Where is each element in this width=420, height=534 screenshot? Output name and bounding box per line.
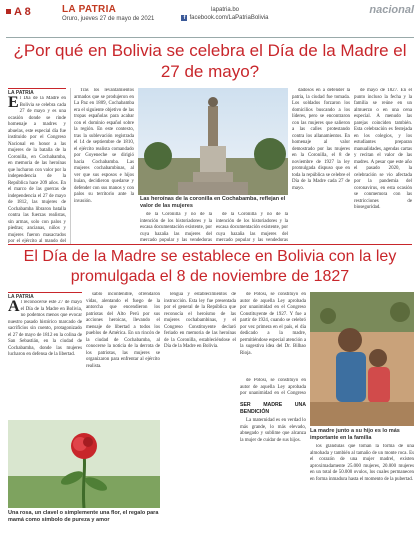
article1-headline: ¿Por qué en Bolivia se celebra el Día de la Madre el 27 de mayo?	[13, 41, 407, 81]
heroinas-monument-photo	[138, 88, 288, 195]
flower-rose-photo	[8, 420, 160, 508]
article1-photo-caption: Las heroínas de la coronilla en Cochabamba, reflejan el valor de las mujeres	[140, 196, 286, 209]
article2-photo2-caption: La madre junto a su hijo es lo más importante en la familia	[310, 428, 400, 441]
mother-child-photo	[310, 292, 414, 426]
rose-illustration	[8, 420, 160, 508]
article2-column-4: de Potosí, se constituyó en autor de aquella Ley aprobada por unanimidad en el Congreso Constituyente de 1927. Y fue a partir de 1924, cuando se celebró por vez primera en el país, el día dedicado a la madre, permitiéndose especial atención a la sugestiva idea del Dr. Bilbao Rioja.	[240, 292, 306, 356]
article1-column-3b: de la Coronilla y no de la intención de los historiadores y la escasa documentación existente, por cuya hazaña las mujeres del mercado popular y las vendedoras	[216, 212, 288, 243]
mother-child-illustration	[310, 292, 414, 426]
masthead	[6, 4, 414, 38]
article2-column-5: los glándulas que toman la forma de una almohada y también al tamaño de un monte roca. Es el corazón de una mujer madrel, existen aproximadamente 25.000 mujeres, 20.000 mujeres en un total de 50.000 ovulos, los cuales permanecen en forma inmadura hasta el momento de la pubertad.	[310, 444, 414, 482]
article1-column-1: El Día de la Madre en Bolivia se celebra cada 27 de mayo y es una ocasión donde se rinde homenaje a madres y abuelas, este especial día fue instituido por el Congreso Nacional en honor a las mujeres de la batalla de la Coronilla, en Cochabamba, en memoria de las heroínas que lucharon con valor por la independencia de la República hace 209 años. En el marco de las guerras de independencia el 27 de mayo de 1812, las mujeres de Cochabamba libraron batalla contra las fuerzas realistas, sin armas, solo con palos y piedras; ancianas, niños y mujeres fueron masacrados por el ejército al mando del	[8, 96, 66, 244]
article2-column-3: lengua y establecimientos de instrucción. Esta ley fue presentada por el general de la República que reconocía el heroísmo de las mujeres cochabambinas, y el Congreso Constituyente declaró feriado en memoria de las heroínas de la Coronilla, estableciéndose el Día de la Madre en Bolivia.	[164, 292, 236, 349]
article2-column-2: sablo incontenible, ofrendaron vidas, alentando el fuego de la antorcha que encendieron los patriotas del Alto Perú por sus acciones heroicas, llevando el mensaje de libertad a todos los pueblos de América. En un rincón de la ciudad de Cochabamba, al conocerse la noticia de la derrota de los patriotas, las mujeres se organizaron para enfrentar al ejército realista.	[86, 292, 160, 369]
facebook-link[interactable]: facebook.com/LaPatriaBolivia	[189, 15, 269, 21]
article-separator	[8, 244, 412, 245]
article1-byline: LA PATRIA	[8, 88, 66, 96]
square-bullet-icon	[6, 9, 11, 14]
facebook-icon: f	[181, 15, 187, 21]
publication-date: Oruro, jueves 27 de mayo de 2021	[62, 16, 155, 22]
article1-dropcap: E	[8, 96, 19, 111]
article1-column-3: de la Coronilla y no de la intención de los historiadores y la escasa documentación existente, por cuya hazaña las mujeres del mercado popular y las vendedoras	[140, 212, 212, 243]
article2-column-1: Al reconocerse este 27 de mayo el Día de la Madre en Bolivia, no podemos menos que evocar nuestro pasado histórico marcado de sacrificios sin cuento, protagonizado el 27 de mayo de 1812 en la colina de San Sebastián, en la ciudad de Cochabamba, donde las mujeres lucharon en defensa de la libertad.	[8, 300, 82, 357]
article2-photo-caption: Una rosa, un clavel o simplemente una flor, el regalo para mamá como símbolo de pureza y amor	[8, 510, 159, 523]
article2-subheading: SER MADRE UNA BENDICIÓN	[240, 402, 306, 415]
page-number: A 8	[6, 6, 31, 18]
section-label: nacional	[369, 4, 414, 16]
column-divider	[70, 88, 71, 244]
article1-column-2: Tras los levantamientos armados que se produjeron en La Paz en 1809, Cochabamba era el siguiente objetivo de las tropas españolas para acabar con el dominio español sobre la región. En este contexto, tras la sublevación registrada el 14 de septiembre de 1810, el ejército realista comandado por Goyeneche se dirigió hacia Cochabamba. Las mujeres cochabambinas, al ver que sus esposos e hijos huían, decidieron quedarse y defender con sus manos y con palos su territorio ante la invasión.	[74, 88, 134, 204]
site-links	[170, 6, 280, 22]
article2-byline: LA PATRIA	[8, 292, 82, 300]
monument-illustration	[138, 88, 288, 195]
article2-column-4b: SER MADRE UNA BENDICIÓN La maternidad es en verdad lo más grande, lo más elevado, abnegado y sublime que alcanza la mujer de cuidar de sus hijos.	[240, 402, 306, 443]
article2-dropcap: A	[8, 300, 20, 315]
article2-headline: El Día de la Madre se establece en Bolivia con la ley promulgada el 8 de noviembre de 1827	[23, 248, 397, 285]
article1-column-4: dadosos en a defender la patria, la ciudad fue tomada. Los soldados forzaron los domicilios buscando a los líderes, pero se encontraron con las mujeres que salieron a las calles protestando contra los allanamientos. En homenaje al valor demostrado por las mujeres en la Coronilla, el 8 de noviembre de 1927 la ley promulgada dispuso que en toda la república se celebre el Día de la Madre cada 27 de mayo.	[292, 88, 350, 191]
website-link[interactable]: lapatria.bo	[210, 7, 240, 13]
publication-name: LA PATRIA	[62, 4, 117, 15]
article1-column-5: de mayo de 1827. En el punto incluso la fecha y la familia se reúne en un almuerzo o en una cena especial. A menudo las parejas coinciden también. Esta celebración es festejada en los colegios, y los estudiantes preparan manualidades, agendas cartas y recitan el valor de las madres. A pesar que este año el pasado 2020, la celebración se vio afectada por la pandemia del coronavirus, en esta ocasión se conmemora con las restricciones de bioseguridad.	[354, 88, 412, 210]
article2-column-4-cont: de Potosí, se constituyó en autor de aquella Ley aprobada por unanimidad en el Congreso	[240, 378, 306, 396]
